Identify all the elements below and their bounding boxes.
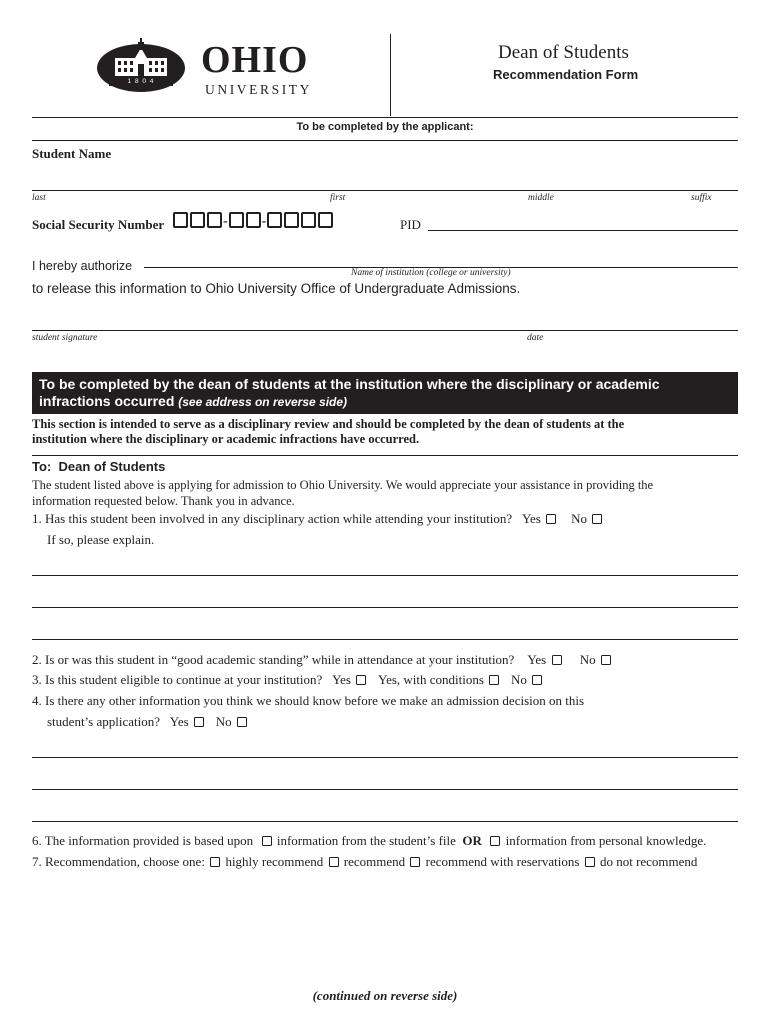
q2-yes-label: Yes xyxy=(527,652,547,667)
question-3-text: 3. Is this student eligible to continue at your institution? xyxy=(32,672,323,687)
body-line-2: information requested below. Thank you in advance. xyxy=(32,494,295,508)
ssn-digit-box[interactable] xyxy=(173,212,188,228)
question-6-text: 6. The information provided is based upon xyxy=(32,833,254,848)
q4-no-checkbox[interactable] xyxy=(237,717,247,727)
ssn-digit-box[interactable] xyxy=(284,212,299,228)
dean-section-banner xyxy=(32,372,738,414)
body-text xyxy=(32,477,653,509)
q2-yes-checkbox[interactable] xyxy=(552,655,562,665)
q3-yes-checkbox[interactable] xyxy=(356,675,366,685)
logo-year: 1 8 0 4 xyxy=(127,78,155,85)
ssn-label: Social Security Number xyxy=(32,217,165,232)
q6-file-label: information from the student’s file xyxy=(276,833,456,848)
q4-yes-label: Yes xyxy=(169,714,189,729)
ssn-dash: - xyxy=(261,214,267,229)
rule xyxy=(32,140,738,141)
ohio-university-logo xyxy=(95,34,335,100)
pid-label: PID xyxy=(400,217,421,232)
q6-or-label: OR xyxy=(462,833,482,848)
rule xyxy=(32,117,738,118)
q1-yes-label: Yes xyxy=(521,511,541,526)
q4-answer-line-1[interactable] xyxy=(32,757,738,758)
q7-reservations-label: recommend with reservations xyxy=(425,854,580,869)
q3-no-checkbox[interactable] xyxy=(532,675,542,685)
q6-personal-checkbox[interactable] xyxy=(490,836,500,846)
q1-no-label: No xyxy=(571,511,588,526)
banner-line-1: To be completed by the dean of students at the institution where the disciplinary or academic xyxy=(39,376,660,392)
q7-recommend-label: recommend xyxy=(343,854,406,869)
q4-no-label: No xyxy=(215,714,232,729)
q4-answer-line-2[interactable] xyxy=(32,789,738,790)
q6-file-checkbox[interactable] xyxy=(262,836,272,846)
q1-answer-line-3[interactable] xyxy=(32,639,738,640)
ssn-boxes[interactable] xyxy=(172,212,334,230)
ssn-digit-box[interactable] xyxy=(267,212,282,228)
ssn-digit-box[interactable] xyxy=(207,212,222,228)
student-name-label: Student Name xyxy=(32,146,112,161)
q7-highly-recommend-label: highly recommend xyxy=(225,854,324,869)
ssn-digit-box[interactable] xyxy=(318,212,333,228)
question-2 xyxy=(32,652,613,668)
student-name-field[interactable] xyxy=(32,190,738,191)
question-6 xyxy=(32,833,706,849)
q7-do-not-recommend-checkbox[interactable] xyxy=(585,857,595,867)
q7-highly-recommend-checkbox[interactable] xyxy=(210,857,220,867)
q6-personal-label: information from personal knowledge. xyxy=(505,833,707,848)
q1-no-checkbox[interactable] xyxy=(592,514,602,524)
q1-explain-label: If so, please explain. xyxy=(47,532,155,547)
applicant-heading: To be completed by the applicant: xyxy=(296,121,474,133)
form-title: Dean of Students xyxy=(498,42,629,63)
q7-recommend-checkbox[interactable] xyxy=(329,857,339,867)
q1-answer-line-1[interactable] xyxy=(32,575,738,576)
rule xyxy=(32,455,738,456)
to-label: To: Dean of Students xyxy=(32,459,166,474)
q3-conditions-label: Yes, with conditions xyxy=(377,672,484,687)
ssn-digit-box[interactable] xyxy=(229,212,244,228)
intro-line-2: institution where the disciplinary or academic infractions have occurred. xyxy=(32,432,420,446)
suffix-caption: suffix xyxy=(691,193,712,203)
institution-caption: Name of institution (college or university) xyxy=(351,268,511,278)
header-divider xyxy=(390,34,391,116)
q4-answer-line-3[interactable] xyxy=(32,821,738,822)
question-4-text: student’s application? xyxy=(47,714,161,729)
date-caption: date xyxy=(527,333,544,343)
ssn-digit-box[interactable] xyxy=(190,212,205,228)
q7-reservations-checkbox[interactable] xyxy=(410,857,420,867)
question-4-line-1: 4. Is there any other information you think we should know before we make an admission decision on this xyxy=(32,693,585,708)
q7-do-not-recommend-label: do not recommend xyxy=(599,854,698,869)
q4-yes-checkbox[interactable] xyxy=(194,717,204,727)
q1-answer-line-2[interactable] xyxy=(32,607,738,608)
q3-yes-label: Yes xyxy=(332,672,351,687)
section-intro xyxy=(32,417,624,447)
release-text: to release this information to Ohio University Office of Undergraduate Admissions. xyxy=(32,281,521,296)
q1-yes-checkbox[interactable] xyxy=(546,514,556,524)
first-name-caption: first xyxy=(330,193,346,203)
signature-caption: student signature xyxy=(32,333,98,343)
intro-line-1: This section is intended to serve as a disciplinary review and should be completed by the dean of students at the xyxy=(32,417,625,431)
continued-note: (continued on reverse side) xyxy=(312,988,458,1003)
authorize-label: I hereby authorize xyxy=(32,259,133,273)
middle-name-caption: middle xyxy=(528,193,554,203)
question-3 xyxy=(32,672,544,688)
question-2-text: 2. Is or was this student in “good academic standing” while in attendance at your institution? xyxy=(32,652,515,667)
logo-wordmark: OHIO xyxy=(201,39,309,81)
form-subtitle: Recommendation Form xyxy=(493,67,639,82)
q3-no-label: No xyxy=(510,672,527,687)
ssn-digit-box[interactable] xyxy=(301,212,316,228)
q3-conditions-checkbox[interactable] xyxy=(489,675,499,685)
last-name-caption: last xyxy=(32,193,46,203)
pid-field[interactable] xyxy=(428,230,738,231)
banner-note: (see address on reverse side) xyxy=(178,395,348,409)
question-7 xyxy=(32,854,697,870)
question-1 xyxy=(32,511,604,527)
question-1-text: 1. Has this student been involved in any disciplinary action while attending your institution? xyxy=(32,511,513,526)
ssn-dash: - xyxy=(223,214,228,229)
logo-subtitle: UNIVERSITY xyxy=(205,82,312,97)
cutler-hall-logo-icon xyxy=(95,34,191,94)
q2-no-checkbox[interactable] xyxy=(601,655,611,665)
banner-line-2: infractions occurred xyxy=(39,393,175,409)
question-4-line-2 xyxy=(47,714,249,730)
body-line-1: The student listed above is applying for admission to Ohio University. We would appreciate your assistance in providing the xyxy=(32,478,654,492)
ssn-digit-box[interactable] xyxy=(246,212,261,228)
question-7-text: 7. Recommendation, choose one: xyxy=(32,854,205,869)
signature-field[interactable] xyxy=(32,330,738,331)
q2-no-label: No xyxy=(579,652,596,667)
